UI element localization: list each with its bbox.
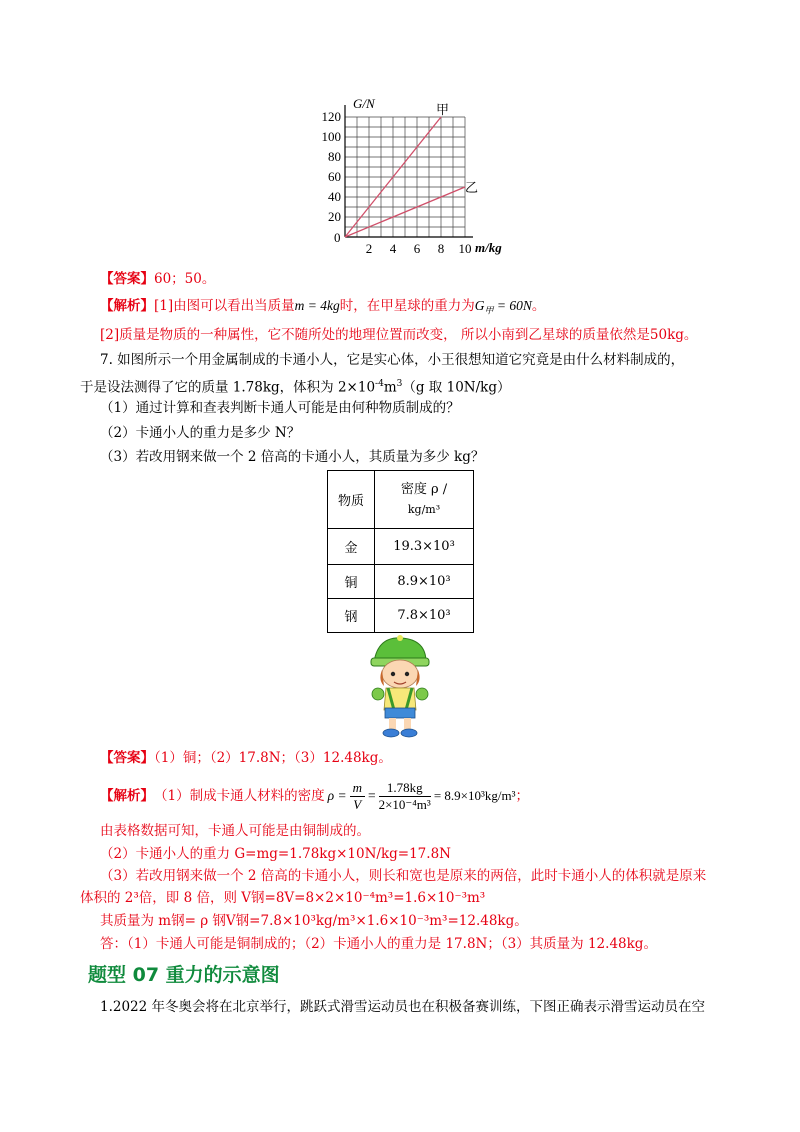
- answer-text: 60；50。: [154, 271, 216, 287]
- table-cell-density: 7.8×10³: [375, 599, 474, 633]
- table-header-density: 密度 ρ / kg/m³: [375, 471, 474, 529]
- math-gravity: $G_甲 = 60N$: [474, 298, 532, 316]
- q6-analysis-line2: [2]质量是物质的一种属性，它不随所处的地理位置而改变， 所以小南到乙星球的质量依然是50kg。: [100, 327, 698, 343]
- density-table: [327, 470, 474, 633]
- analysis-text: 时，在甲星球的重力为: [339, 298, 475, 314]
- x-tick-label: 8: [437, 241, 445, 256]
- q7-sub3: （3）若改用钢来做一个 2 倍高的卡通小人，其质量为多少 kg？: [100, 449, 485, 465]
- q6-analysis-line1: 【解析】[1]由图可以看出当质量m = 4kg时，在甲星球的重力为$G_甲 = 60N$。: [100, 298, 546, 316]
- answer-text: （1）铜；（2）17.8N；（3）12.48kg。: [154, 750, 392, 766]
- y-tick-label: 40: [328, 189, 341, 204]
- q7-analysis-line1: 【解析】 （1）制成卡通人材料的密度 ρ = $\frac{m}{V}$ = $\frac{1.78kg}{\text{2×10⁻⁴m³}}$ = 8.9×10³kg/m³ ；: [100, 779, 530, 812]
- math-rho: ρ =: [327, 788, 347, 803]
- y-tick-label: 120: [321, 109, 341, 124]
- graph-y-axis-label: G/N: [353, 96, 375, 111]
- answer-tag: 【答案】: [100, 271, 154, 287]
- q7-sub1: （1）通过计算和查表判断卡通人可能是由何种物质制成的？: [100, 400, 460, 416]
- q7-line2: 于是设法测得了它的质量 1.78kg，体积为 $2\times 10^{-4}m^3(g$ 取 10N/kg）: [80, 379, 511, 396]
- rho-result: = 8.9×10³kg/m³: [433, 788, 516, 803]
- q7-analysis-line3: （2）卡通小人的重力 G=mg=1.78kg×10N/kg=17.8N: [100, 846, 451, 862]
- q6-answer: [100, 270, 215, 288]
- table-cell-density: 19.3×10³: [375, 529, 474, 565]
- table-row: [328, 565, 474, 599]
- cartoon-figure-illustration: [360, 632, 440, 740]
- fraction-values: $\frac{1.78kg}{\text{2×10⁻⁴m³}}$: [378, 779, 431, 812]
- q7-answer: [100, 749, 392, 767]
- analysis-text: [1]由图可以看出当质量: [154, 298, 295, 314]
- table-cell-substance: 钢: [328, 599, 375, 633]
- section-title: 题型 07 重力的示意图: [88, 964, 280, 986]
- table-row: [328, 599, 474, 633]
- q7-analysis-line4: （3）若改用钢来做一个 2 倍高的卡通小人，则长和宽也是原来的两倍，此时卡通小人的体积就是原来: [100, 868, 707, 884]
- analysis-tag: 【解析】: [100, 298, 154, 314]
- y-tick-label: 100: [321, 129, 341, 144]
- math-mass: m = 4kg: [294, 298, 340, 313]
- graph-line-yi-label: 乙: [465, 181, 479, 196]
- q1-line1: 1.2022 年冬奥会将在北京举行，跳跃式滑雪运动员也在积极备赛训练，下图正确表示滑雪运动员在空: [100, 999, 706, 1015]
- table-cell-density: 8.9×10³: [375, 565, 474, 599]
- q7-analysis-line6: 其质量为 m钢= ρ 钢V钢=7.8×10³kg/m³×1.6×10⁻³m³=12.48kg。: [100, 913, 528, 929]
- q7-analysis-line2: 由表格数据可知，卡通人可能是由铜制成的。: [100, 823, 370, 839]
- answer-tag: 【答案】: [100, 750, 154, 766]
- q7-sub2: （2）卡通小人的重力是多少 N？: [100, 425, 301, 441]
- table-cell-substance: 铜: [328, 565, 375, 599]
- y-tick-label: 20: [328, 209, 341, 224]
- analysis-tag: 【解析】: [100, 788, 154, 804]
- table-row: [328, 529, 474, 565]
- q7-analysis-line5: 体积的 2³倍，即 8 倍，则 V钢=8V=8×2×10⁻⁴m³=1.6×10⁻³m³: [80, 890, 486, 906]
- x-tick-label: 2: [365, 241, 373, 256]
- x-tick-label: 4: [389, 241, 397, 256]
- table-header-substance: 物质: [328, 471, 375, 529]
- graph-x-axis-label: m/kg: [475, 240, 502, 255]
- y-tick-label: 80: [328, 149, 341, 164]
- q7-line1: 7. 如图所示一个用金属制成的卡通小人，它是实心体，小王很想知道它究竟是由什么材料制成的，: [100, 352, 685, 368]
- x-tick-label: 10: [458, 241, 472, 256]
- y-tick-label: 60: [328, 169, 341, 184]
- graph-origin-label: 0: [334, 230, 341, 245]
- x-tick-label: 6: [413, 241, 421, 256]
- table-cell-substance: 金: [328, 529, 375, 565]
- weight-mass-graph: [315, 92, 515, 262]
- graph-line-jia-label: 甲: [436, 103, 450, 118]
- fraction-m-over-v: $\frac{m}{V}$: [350, 780, 365, 813]
- q7-analysis-line7: 答：（1）卡通人可能是铜制成的；（2）卡通小人的重力是 17.8N；（3）其质量为 12.48kg。: [100, 936, 657, 952]
